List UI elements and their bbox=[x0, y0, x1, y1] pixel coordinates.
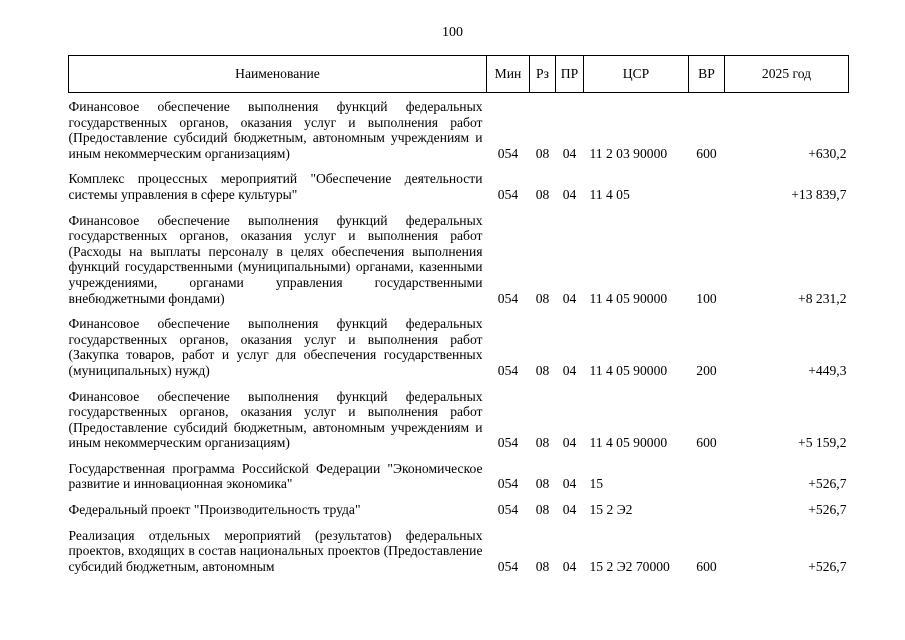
row-csr: 11 4 05 90000 bbox=[589, 435, 668, 451]
row-amount: +526,7 bbox=[808, 502, 847, 518]
row-min: 054 bbox=[497, 476, 519, 492]
row-amount: +630,2 bbox=[808, 145, 847, 161]
row-name: Финансовое обеспечение выполнения функций федеральных государственных органов, оказания услуг и выполнения работ (Расходы на выплаты персоналу в целях обеспечения выполнения функций государственными (муниципальными) органами, казенными учреждениями, органами управления государственными внебюджетными фондами) bbox=[68, 212, 483, 306]
row-csr: 15 2 Э2 bbox=[589, 502, 633, 518]
row-amount: +13 839,7 bbox=[791, 186, 847, 202]
row-min: 054 bbox=[497, 558, 519, 574]
row-name: Государственная программа Российской Федерации "Экономическое развитие и инновационная экономика" bbox=[68, 460, 483, 492]
row-csr: 11 2 03 90000 bbox=[589, 145, 668, 161]
row-rz: 08 bbox=[535, 362, 550, 378]
header-min: Мин bbox=[487, 56, 530, 93]
row-name: Финансовое обеспечение выполнения функций федеральных государственных органов, оказания услуг и выполнения работ (Предоставление субсидий бюджетным, автономным учреждениям и иным некоммерческим организациям) bbox=[68, 388, 483, 451]
table-row bbox=[69, 165, 849, 206]
row-rz: 08 bbox=[535, 186, 550, 202]
row-vr: 600 bbox=[696, 145, 717, 161]
row-amount: +449,3 bbox=[808, 362, 847, 378]
row-min: 054 bbox=[497, 186, 519, 202]
row-min: 054 bbox=[497, 362, 519, 378]
row-csr: 11 4 05 90000 bbox=[589, 362, 668, 378]
row-pr: 04 bbox=[562, 476, 577, 492]
row-amount: +526,7 bbox=[808, 476, 847, 492]
header-csr: ЦСР bbox=[584, 56, 689, 93]
row-name: Финансовое обеспечение выполнения функций федеральных государственных органов, оказания услуг и выполнения работ (Закупка товаров, работ и услуг для обеспечения государственных (муниципальных) нужд) bbox=[68, 316, 483, 378]
row-csr: 11 4 05 bbox=[589, 186, 630, 202]
table-row bbox=[69, 455, 849, 496]
row-pr: 04 bbox=[562, 502, 577, 518]
row-min: 054 bbox=[497, 502, 519, 518]
row-pr: 04 bbox=[562, 186, 577, 202]
row-vr: 200 bbox=[696, 362, 717, 378]
row-vr bbox=[689, 496, 725, 522]
row-name: Финансовое обеспечение выполнения функций федеральных государственных органов, оказания услуг и выполнения работ (Предоставление субсидий бюджетным, автономным учреждениям и иным некоммерческим организациям) bbox=[68, 99, 483, 161]
row-csr: 11 4 05 90000 bbox=[589, 290, 668, 306]
row-rz: 08 bbox=[535, 145, 550, 161]
row-vr: 600 bbox=[696, 435, 717, 451]
header-pr: ПР bbox=[556, 56, 584, 93]
row-vr: 100 bbox=[696, 290, 717, 306]
row-pr: 04 bbox=[562, 435, 577, 451]
row-pr: 04 bbox=[562, 145, 577, 161]
header-rz: Рз bbox=[530, 56, 556, 93]
row-pr: 04 bbox=[562, 362, 577, 378]
row-csr: 15 2 Э2 70000 bbox=[589, 558, 670, 574]
row-amount: +5 159,2 bbox=[798, 435, 847, 451]
table-header-row bbox=[69, 56, 849, 93]
row-name: Реализация отдельных мероприятий (результатов) федеральных проектов, входящих в состав национальных проектов (Предоставление субсидий бюджетным, автономным bbox=[68, 527, 483, 574]
row-name: Федеральный проект "Производительность труда" bbox=[68, 502, 361, 518]
table-row bbox=[69, 522, 849, 579]
row-vr bbox=[689, 165, 725, 206]
table-row bbox=[69, 207, 849, 311]
row-min: 054 bbox=[497, 290, 519, 306]
header-name: Наименование bbox=[69, 56, 487, 93]
row-pr: 04 bbox=[562, 290, 577, 306]
budget-table bbox=[68, 55, 849, 578]
row-rz: 08 bbox=[535, 290, 550, 306]
row-vr: 600 bbox=[696, 558, 717, 574]
header-vr: ВР bbox=[689, 56, 725, 93]
row-rz: 08 bbox=[535, 435, 550, 451]
table-row bbox=[69, 496, 849, 522]
row-pr: 04 bbox=[562, 558, 577, 574]
table-row bbox=[69, 310, 849, 382]
row-rz: 08 bbox=[535, 476, 550, 492]
row-csr: 15 bbox=[589, 476, 604, 492]
page-number: 100 bbox=[442, 25, 463, 40]
row-amount: +8 231,2 bbox=[798, 290, 847, 306]
row-min: 054 bbox=[497, 145, 519, 161]
header-year: 2025 год bbox=[725, 56, 849, 93]
table-row bbox=[69, 383, 849, 455]
row-name: Комплекс процессных мероприятий "Обеспечение деятельности системы управления в сфере культуры" bbox=[68, 171, 483, 202]
row-rz: 08 bbox=[535, 558, 550, 574]
row-min: 054 bbox=[497, 435, 519, 451]
row-vr bbox=[689, 455, 725, 496]
table-row bbox=[69, 93, 849, 166]
row-amount: +526,7 bbox=[808, 558, 847, 574]
row-rz: 08 bbox=[535, 502, 550, 518]
